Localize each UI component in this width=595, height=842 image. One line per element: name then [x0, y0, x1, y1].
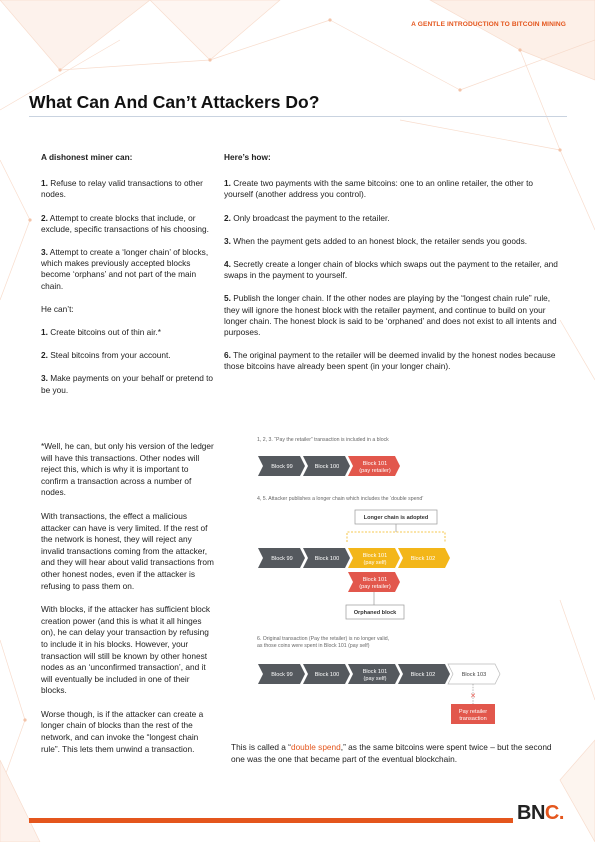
- pay-retailer-label: (pay retailer): [359, 468, 391, 474]
- can-item: [41, 213, 216, 235]
- block-100-label: Block 100: [314, 556, 340, 562]
- logo-text: BN: [517, 802, 545, 824]
- can-item: [41, 247, 216, 292]
- step-number: 4.: [224, 259, 231, 270]
- closing-text-end: ,” as the same bitcoins were spent twice – but the second one was the one that became part of the eventual blockchain.: [231, 742, 552, 764]
- pay-retailer-tx-label-2: transaction: [459, 716, 487, 722]
- block-101-label: Block 101: [362, 669, 388, 675]
- item-number: 2.: [41, 212, 48, 223]
- step-number: 6.: [224, 350, 231, 361]
- step-text: Publish the longer chain. If the other nodes are playing by the “longest chain rule” rule, they will ignore the honest block with the retailer payment, and continue to build on your longer chain. The honest block is said to be ‘orphaned’ and does not exist to all intents and purposes.: [224, 293, 557, 338]
- step-item: [224, 259, 559, 281]
- closing-paragraph: [231, 742, 561, 765]
- invalid-x-icon: ✕: [470, 692, 476, 700]
- block-103-label: Block 103: [461, 672, 487, 678]
- footer-bar: [29, 818, 513, 823]
- block-99-label: Block 99: [271, 464, 293, 470]
- footnote-paragraph: *Well, he can, but only his version of the ledger will have this transactions. Other nodes will reject this, which is why it is important to confirm a transaction across a number of nodes.: [41, 441, 214, 498]
- step-item: [224, 350, 559, 372]
- diagram-caption-3a: 6. Original transaction (Pay the retailer) is no longer valid,: [257, 636, 390, 642]
- block-101-label: Block 101: [362, 577, 388, 583]
- pay-retailer-label: (pay retailer): [359, 584, 391, 590]
- block-101-label: Block 101: [362, 553, 388, 559]
- step-text: When the payment gets added to an honest block, the retailer sends you goods.: [233, 235, 528, 246]
- heres-how-heading: Here’s how:: [224, 152, 271, 162]
- longer-chain-label: Longer chain is adopted: [363, 515, 429, 521]
- item-number: 2.: [41, 350, 48, 361]
- double-spend-diagram: [255, 432, 505, 732]
- cant-item: [41, 350, 216, 361]
- pay-self-label: (pay self): [363, 560, 387, 566]
- item-number: 1.: [41, 178, 48, 189]
- block-102-label: Block 102: [410, 556, 436, 562]
- diagram-caption-3b: as those coins were spent in Block 101 (pay self): [257, 643, 370, 649]
- step-number: 1.: [224, 178, 231, 189]
- item-number: 3.: [41, 373, 48, 384]
- item-text: Attempt to create blocks that include, or exclude, specific transactions of his choosing.: [41, 212, 209, 234]
- step-text: Create two payments with the same bitcoins: one to an online retailer, the other to yourself (another address you control).: [224, 178, 534, 200]
- cant-item: [41, 327, 216, 338]
- item-number: 1.: [41, 327, 48, 338]
- step-text: The original payment to the retailer will be deemed invalid by the honest nodes because those bitcoins have already been spent (in your longer chain).: [224, 350, 556, 372]
- item-text: Steal bitcoins from your account.: [50, 350, 171, 361]
- logo-accent: C.: [544, 802, 564, 824]
- item-text: Create bitcoins out of thin air.*: [50, 327, 161, 338]
- step-item: [224, 178, 559, 200]
- block-99-label: Block 99: [271, 672, 293, 678]
- dishonest-miner-heading: A dishonest miner can:: [41, 152, 133, 162]
- blocks-paragraph: With blocks, if the attacker has sufficient block creation power (and this is what it all hinges on), he can delay your transaction by refusing to include it in his blocks. However, your transaction will still be known by other honest nodes as an ‘unconfirmed transaction’, and it will eventually be included in one of their blocks.: [41, 604, 211, 696]
- step-text: Secretly create a longer chain of blocks which swaps out the payment to the retailer, and swaps in the payment to yourself.: [224, 259, 558, 281]
- item-text: Refuse to relay valid transactions to other nodes.: [41, 178, 203, 200]
- step-item: [224, 213, 559, 224]
- diagram-caption-2: 4, 5. Attacker publishes a longer chain which includes the ‘double spend’: [257, 496, 424, 502]
- diagram-svg: [255, 432, 505, 732]
- step-number: 5.: [224, 293, 231, 304]
- pay-retailer-tx-label-1: Pay retailer: [458, 709, 488, 715]
- step-text: Only broadcast the payment to the retailer.: [233, 212, 390, 223]
- double-spend-term: double spend: [290, 742, 341, 752]
- cant-label: He can’t:: [41, 303, 74, 314]
- pay-self-label: (pay self): [363, 676, 387, 682]
- longer-chain-bracket: [347, 532, 445, 542]
- block-100-label: Block 100: [314, 464, 340, 470]
- orphaned-block-label: Orphaned block: [353, 610, 397, 616]
- can-item: [41, 178, 216, 200]
- step-number: 2.: [224, 212, 231, 223]
- block-99-label: Block 99: [271, 556, 293, 562]
- page-title: What Can And Can’t Attackers Do?: [29, 92, 320, 112]
- block-100-label: Block 100: [314, 672, 340, 678]
- block-101-label: Block 101: [362, 461, 388, 467]
- item-text: Attempt to create a ‘longer chain’ of blocks, which makes previously accepted blocks become ‘orphans’ and not part of the main chain.: [41, 247, 209, 291]
- transactions-paragraph: With transactions, the effect a malicious attacker can have is very limited. If the rest of the network is honest, they will reject any invalid transactions coming from the attacker, and they will hear about valid transactions from other honest nodes, even if the attacker is refusing to pass them on.: [41, 510, 214, 591]
- block-102-label: Block 102: [410, 672, 436, 678]
- right-column: [224, 152, 559, 385]
- left-column: [41, 152, 216, 408]
- item-text: Make payments on your behalf or pretend to be you.: [41, 373, 214, 395]
- step-number: 3.: [224, 235, 231, 246]
- left-column-explanation: [41, 441, 216, 767]
- closing-text-start: This is called a “: [231, 742, 291, 752]
- item-number: 3.: [41, 247, 48, 258]
- cant-item: [41, 373, 216, 395]
- title-divider: [29, 116, 567, 117]
- diagram-caption-1: 1, 2, 3. “Pay the retailer” transaction is included in a block: [257, 437, 389, 443]
- running-header: A GENTLE INTRODUCTION TO BITCOIN MINING: [411, 21, 566, 28]
- bnc-logo: [517, 802, 564, 825]
- step-item: [224, 293, 559, 338]
- step-item: [224, 236, 559, 247]
- longest-chain-paragraph: Worse though, is if the attacker can create a longer chain of blocks than the rest of the network, and can invoke the “longest chain rule”. This lets them unwind a transaction.: [41, 708, 204, 754]
